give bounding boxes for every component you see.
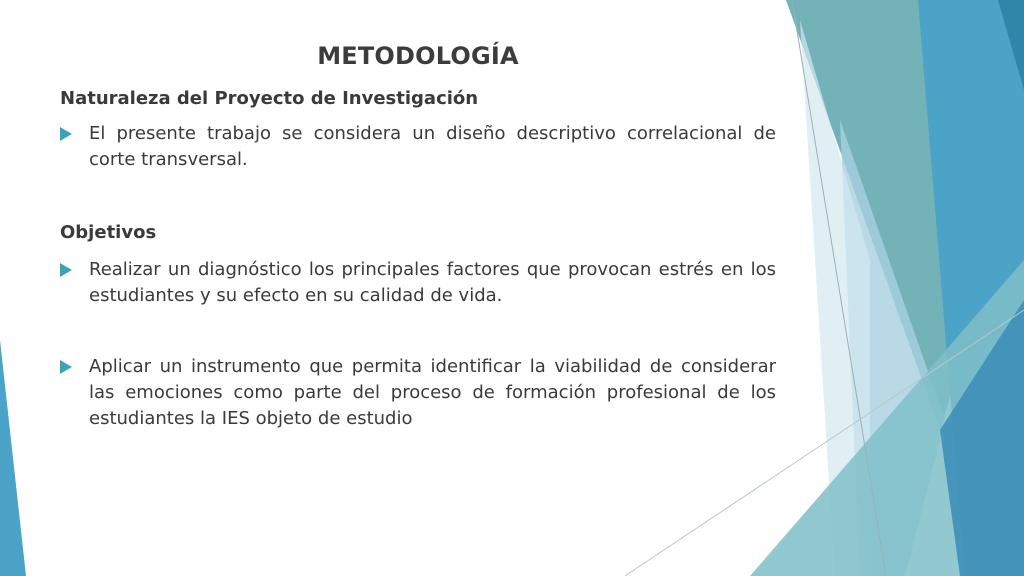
bullet-text: Aplicar un instrumento que permita identificar la viabilidad de considerar las emociones como parte del proceso de formación profesional de los estudiantes la IES objeto de estudio — [89, 356, 776, 429]
play-triangle-icon — [60, 354, 89, 380]
slide-title: METODOLOGÍA — [317, 42, 519, 70]
play-triangle-icon — [60, 257, 89, 283]
bullet-item — [60, 121, 776, 173]
bullet-text: Realizar un diagnóstico los principales factores que provocan estrés en los estudiantes y su efecto en su calidad de vida. — [89, 259, 776, 306]
bullet-item — [60, 354, 776, 432]
section-heading-naturaleza: Naturaleza del Proyecto de Investigación — [60, 88, 479, 109]
bullet-text: El presente trabajo se considera un diseño descriptivo correlacional de corte transversal. — [89, 123, 776, 170]
left-edge-shape — [0, 340, 26, 576]
section-heading-objetivos: Objetivos — [60, 222, 157, 243]
play-triangle-icon — [60, 121, 89, 147]
bullet-item — [60, 257, 776, 309]
